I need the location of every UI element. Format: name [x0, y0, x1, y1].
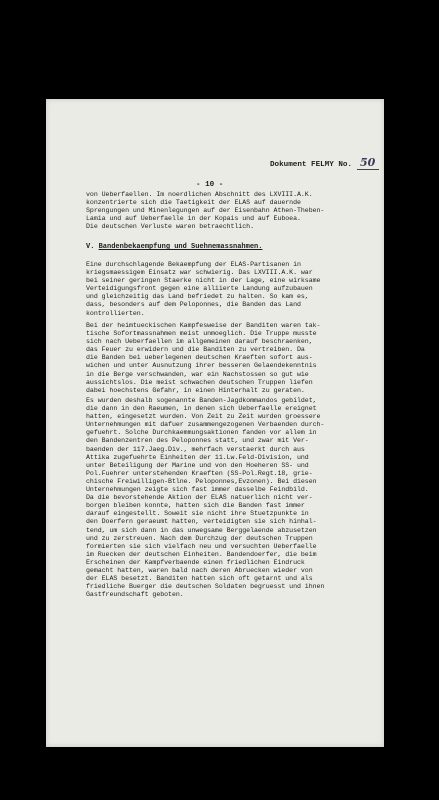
document-page: [46, 99, 384, 747]
document-label: Dokument FELMY No.: [270, 161, 353, 169]
paragraph-1: von Ueberfaellen. Im noerdlichen Abschnitt des LXVIII.A.K. konzentrierte sich die Taetigkeit der ELAS auf dauernde Sprengungen und Minenlegungen auf der Eisenbahn Athen-Theben- Lamia und auf Ueberfaelle in der Kopais und auf Euboea. Die deutschen Verluste waren betraechtlich.: [86, 191, 325, 231]
paragraph-3: Bei der heimtueckischen Kampfesweise der Banditen waren tak- tische Sofortmassnahmen meist unmoeglich. Die Truppe musste sich nach Ueberfaellen im allgemeinen darauf beschraenken, das Feuer zu erwidern und die Banditen zu vertreiben. Da die Banden bei ueberlegenen deutschen Kraeften sofort aus- wichen und unter Ausnutzung ihrer besseren Gelaendekenntnis in die Berge verschwanden, war ein Nachstossen so gut wie aussichtslos. Die meist schwachen deutschen Truppen liefen dabei hoechstens Gefahr, in einen Hinterhalt zu geraten.: [86, 322, 321, 394]
document-number: 50: [357, 156, 379, 170]
section-heading: [86, 243, 262, 251]
section-number: V.: [86, 243, 95, 251]
paragraph-2: Eine durchschlagende Bekaempfung der ELAS-Partisanen in kriegsmaessigem Einsatz war schwierig. Das LXVIII.A.K. war bei seiner geringen Staerke nicht in der Lage, eine wirksame Verteidigungsfront gegen eine alliierte Landung aufzubauen und gleichzeitig das Land befriedet zu halten. So kam es, dass, besonders auf dem Peloponnes, die Banden das Land kontrollierten.: [86, 261, 321, 317]
paragraph-4: Es wurden deshalb sogenannte Banden-Jagdkommandos gebildet, die dann in den Raeumen, in denen sich Ueberfaelle ereignet hatten, eingesetzt wurden. Von Zeit zu Zeit wurden groessere Unternehmungen mit dafuer zusammengezogenen Verbaenden durch- gefuehrt. Solche Durchkaemmungsaktionen fanden vor allem in den Bandenzentren des Peloponnes statt, und zwar mit Ver- baenden der 117.Jaeg.Div., mehrfach verstaerkt durch aus Attika zugefuehrte Einheiten der 11.Lw.Feld-Division, und unter Beteiligung der Marine und von den Hoeheren SS- und Pol.Fuehrer unterstehenden Kraeften (SS-Pol.Regt.18, grie- chische Freiwilligen-Btlne. Peloponnes,Evzonen). Bei diesen Unternehmungen zeigte sich fast immer dasselbe Feindbild. Da die bevorstehende Aktion der ELAS natuerlich nicht ver- borgen bleiben konnte, hatten sich die Banden fast immer darauf eingestellt. Soweit sie nicht ihre Stuetzpunkte in den Doerfern geraeumt hatten, verteidigten sie sich hinhal- tend, um sich dann in das unwegsame Berggelaende abzusetzen und zu zerstreuen. Nach dem Durchzug der deutschen Truppen formierten sie sich vielfach neu und versuchten Ueberfaelle im Ruecken der deutschen Einheiten. Bandendoerfer, die beim Erscheinen der Kampfverbaende einen friedlichen Eindruck gemacht hatten, waren bald nach deren Abruecken wieder von der ELAS besetzt. Banditen hatten sich oft getarnt und als friedliche Buerger die deutschen Soldaten begruesst und ihnen Gastfreundschaft geboten.: [86, 397, 325, 599]
page-number: - 10 -: [196, 181, 224, 189]
document-reference: [270, 156, 379, 170]
section-title: Bandenbekaempfung und Suehnemassnahmen.: [98, 243, 263, 251]
